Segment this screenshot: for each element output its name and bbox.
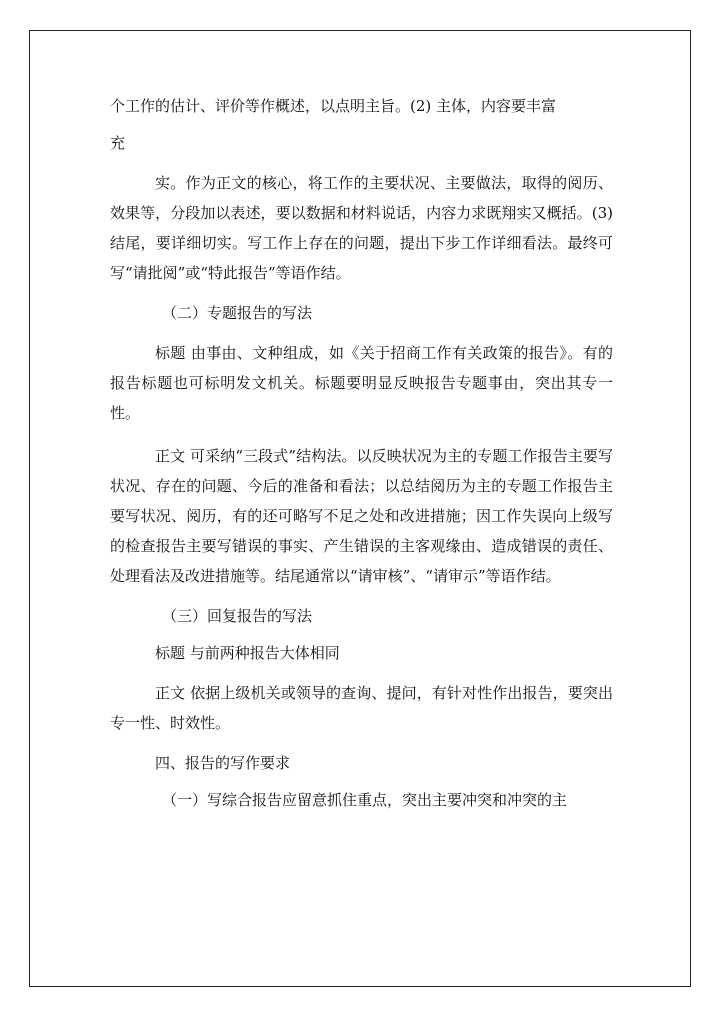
paragraph-2: 充: [110, 134, 126, 152]
paragraph-7: 正文 依据上级机关或领导的查询、提问，有针对性作出报告，要突出专一性、时效性。: [110, 684, 613, 732]
section-heading-3: （三）回复报告的写法: [162, 607, 313, 625]
paragraph-3: 实。作为正文的核心，将工作的主要状况、主要做法，取得的阅历、效果等，分段加以表述，要以数据和材料说话，内容力求既翔实又概括。(3) 结尾，要详细切实。写工作上存在的问题，提出下步工作详细看法。最终可写“请批阅”或“特此报告”等语作结。: [110, 174, 613, 282]
paragraph-5: 正文 可采纳“三段式”结构法。以反映状况为主的专题工作报告主要写状况、存在的问题、今后的准备和看法；以总结阅历为主的专题工作报告主要写状况、阅历，有的还可略写不足之处和改进措施；因工作失误向上级写的检查报告主要写错误的事实、产生错误的主客观缘由、造成错误的责任、处理看法及改进措施等。结尾通常以“请审核”、“请审示”等语作结。: [110, 447, 613, 585]
paragraph-1: 个工作的估计、评价等作概述，以点明主旨。(2) 主体，内容要丰富: [110, 97, 557, 115]
section-heading-4: 四、报告的写作要求: [155, 754, 291, 772]
paragraph-8: （一）写综合报告应留意抓住重点，突出主要冲突和冲突的主: [162, 791, 568, 809]
document-body: [110, 94, 613, 812]
paragraph-4: 标题 由事由、文种组成，如《关于招商工作有关政策的报告》。有的报告标题也可标明发文机关。标题要明显反映报告专题事由，突出其专一性。: [110, 344, 613, 422]
paragraph-6: 标题 与前两种报告大体相同: [155, 644, 340, 662]
section-heading-2: （二）专题报告的写法: [162, 304, 313, 322]
